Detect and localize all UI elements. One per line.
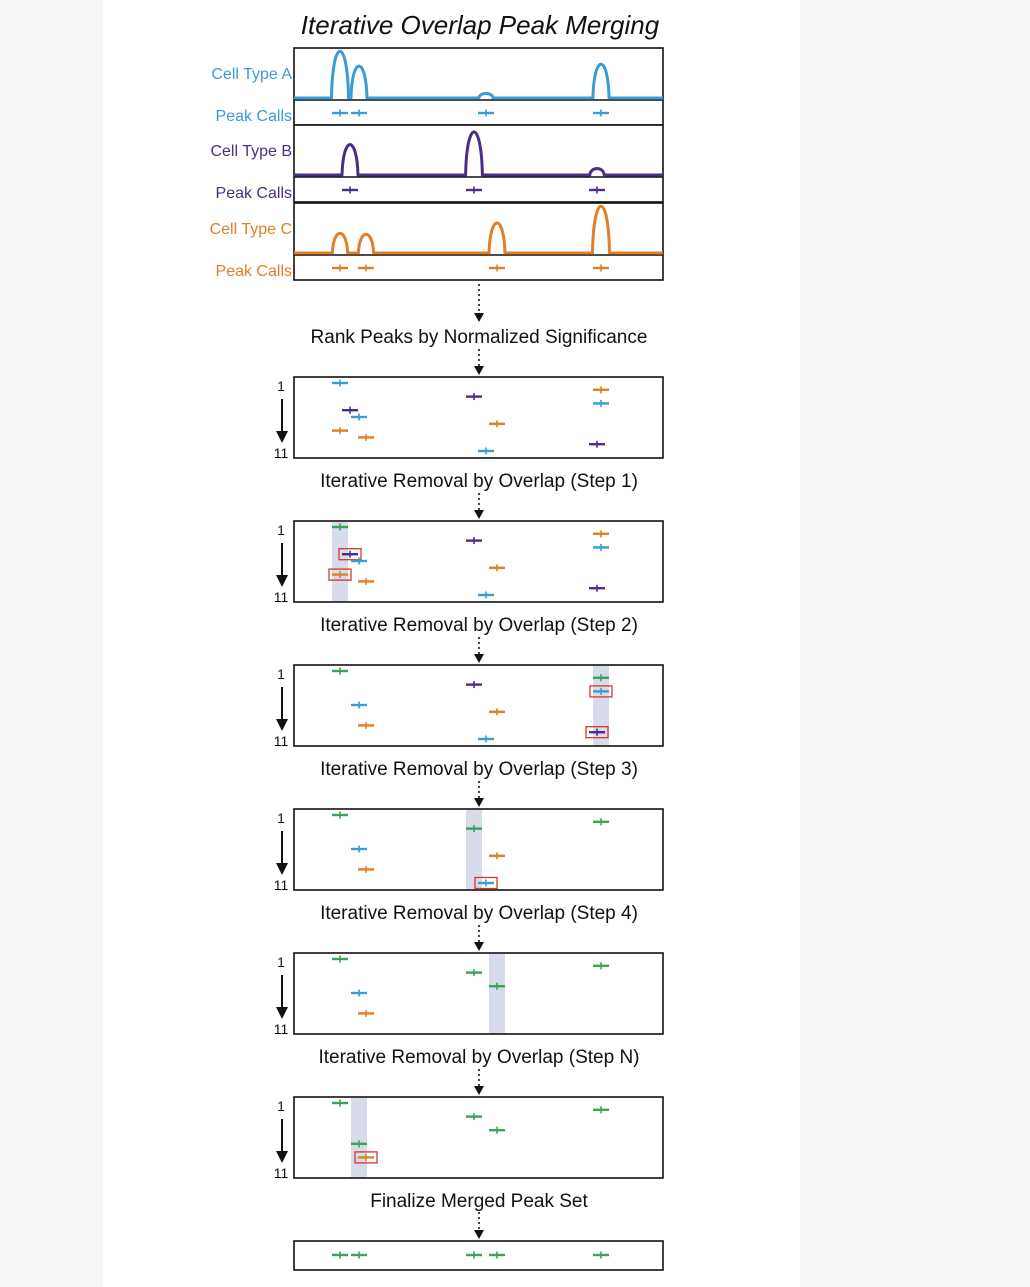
- flow-arrow: [474, 284, 484, 322]
- rank-axis-top-label: 1: [277, 378, 285, 394]
- step-5: [274, 1047, 663, 1181]
- peak-calls-label: Peak Calls: [215, 185, 292, 202]
- rank-axis-top-label: 1: [277, 1098, 285, 1114]
- overlap-highlight: [332, 522, 348, 601]
- arrow-head: [474, 1086, 484, 1095]
- step-4: [274, 903, 663, 1037]
- rank-axis: [274, 810, 289, 893]
- rank-axis-arrowhead: [276, 575, 288, 587]
- cell-type-tracks: [210, 48, 663, 280]
- final-merged-peak-set: [294, 1191, 663, 1270]
- rank-axis: [274, 378, 289, 461]
- arrow-head: [474, 942, 484, 951]
- rank-axis-top-label: 1: [277, 522, 285, 538]
- step-2: [274, 615, 663, 749]
- rank-axis-arrowhead: [276, 863, 288, 875]
- rank-axis: [274, 954, 289, 1037]
- arrow-head: [474, 654, 484, 663]
- rank-axis: [274, 666, 289, 749]
- rank-axis-arrowhead: [276, 1151, 288, 1163]
- flow-arrow: [474, 925, 484, 951]
- peak-calls-label: Peak Calls: [215, 108, 292, 125]
- ranking-steps: [274, 284, 663, 1181]
- diagram-title: Iterative Overlap Peak Merging: [300, 10, 660, 40]
- rank-axis-top-label: 1: [277, 666, 285, 682]
- step-label: Iterative Removal by Overlap (Step N): [318, 1047, 640, 1068]
- rank-axis-bottom-label: 11: [273, 1165, 289, 1181]
- rank-axis-top-label: 1: [277, 810, 285, 826]
- cell-type-c-track: [210, 203, 663, 280]
- cell-type-label: Cell Type C: [209, 221, 292, 238]
- flow-arrow: [474, 1212, 484, 1239]
- arrow-head: [474, 366, 484, 375]
- flow-arrow: [474, 349, 484, 375]
- flow-arrow: [474, 493, 484, 519]
- step-1: [274, 471, 663, 605]
- rank-axis-bottom-label: 11: [273, 733, 289, 749]
- rank-axis-arrowhead: [276, 719, 288, 731]
- arrow-head: [474, 1230, 484, 1239]
- step-label: Iterative Removal by Overlap (Step 2): [320, 615, 638, 636]
- rank-axis-bottom-label: 11: [273, 589, 289, 605]
- overlap-highlight: [489, 954, 505, 1033]
- cell-type-label: Cell Type B: [210, 143, 292, 160]
- step-0: [274, 327, 663, 461]
- flow-arrow: [474, 781, 484, 807]
- step-label: Iterative Removal by Overlap (Step 4): [320, 903, 638, 924]
- arrow-head: [474, 798, 484, 807]
- rank-axis-bottom-label: 11: [273, 1021, 289, 1037]
- rank-axis-arrowhead: [276, 1007, 288, 1019]
- cell-type-label: Cell Type A: [211, 66, 292, 83]
- step-label: Iterative Removal by Overlap (Step 1): [320, 471, 638, 492]
- arrow-head: [474, 313, 484, 322]
- overlap-highlight: [351, 1098, 367, 1177]
- flow-arrow: [474, 1069, 484, 1095]
- peak-calls-label: Peak Calls: [215, 263, 292, 280]
- step-label: Iterative Removal by Overlap (Step 3): [320, 759, 638, 780]
- flow-arrow: [474, 637, 484, 663]
- step-label: Rank Peaks by Normalized Significance: [310, 327, 648, 348]
- cell-type-a-track: [211, 48, 663, 125]
- rank-axis-bottom-label: 11: [273, 445, 289, 461]
- final-label: Finalize Merged Peak Set: [370, 1191, 588, 1212]
- rank-axis-top-label: 1: [277, 954, 285, 970]
- step-3: [274, 759, 663, 893]
- arrow-head: [474, 510, 484, 519]
- rank-axis-bottom-label: 11: [273, 877, 289, 893]
- rank-axis-arrowhead: [276, 431, 288, 443]
- rank-axis: [274, 1098, 289, 1181]
- rank-axis: [274, 522, 289, 605]
- cell-type-b-track: [210, 125, 663, 202]
